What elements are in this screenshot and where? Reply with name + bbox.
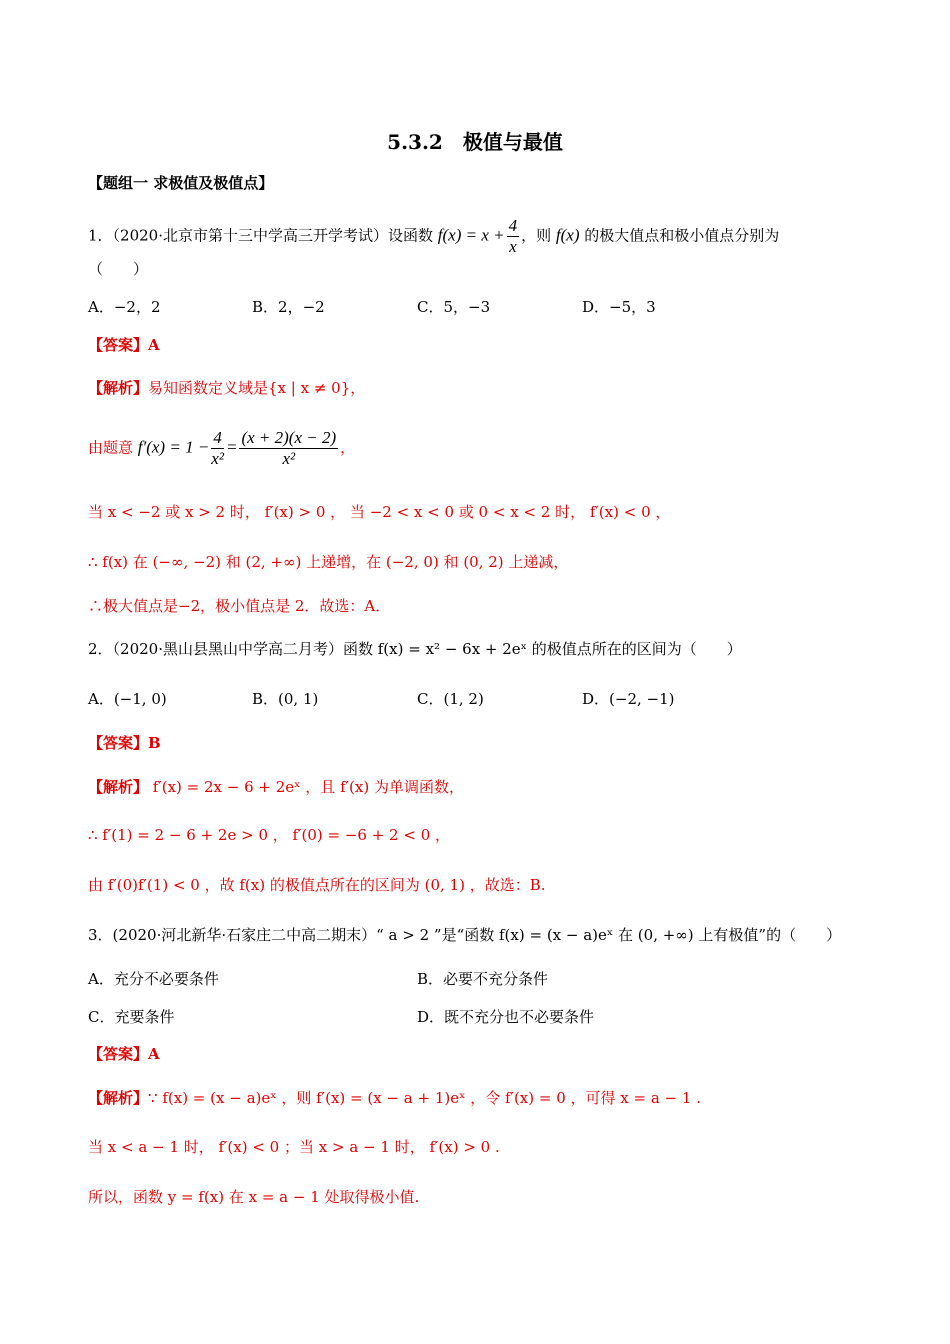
question-2-option-b: B．(0, 1)	[252, 690, 319, 708]
question-1-answer: 【答案】A	[88, 336, 160, 354]
question-2-solution-3: 由 f′(0)f′(1) < 0 ，故 f(x) 的极值点所在的区间为 (0, 1) ，故选：B.	[88, 876, 546, 894]
question-1-option-d: D．−5，3	[582, 298, 656, 316]
question-3-stem: 3．(2020·河北新华·石家庄二中高二期末）“ a > 2 ”是“函数 f(x) = (x − a)eˣ 在 (0, +∞) 上有极值”的（ ）	[88, 926, 842, 944]
question-2-option-c: C．(1, 2)	[417, 690, 484, 708]
question-2-option-a: A．(−1, 0)	[88, 690, 167, 708]
question-1-derivative-fraction-2	[239, 428, 338, 469]
fraction-2-den: x²	[282, 449, 296, 468]
question-1-stem-c: 的极大值点和极小值点分别为	[579, 226, 780, 245]
solution-label: 【解析】	[88, 379, 149, 397]
question-3-option-b: B．必要不充分条件	[417, 970, 549, 988]
question-1-solution-5: ∴极大值点是−2，极小值点是 2．故选：A．	[88, 597, 391, 615]
question-1-stem-b: ，则	[521, 226, 556, 245]
question-1-derivative: f′(x) = 1 −	[137, 437, 210, 457]
question-1-solution-2-end: ，	[340, 438, 356, 457]
question-1-paren: （ ）	[88, 260, 149, 278]
question-3-option-d: D．既不充分也不必要条件	[417, 1008, 595, 1026]
question-2-solution-1	[88, 776, 464, 798]
section-heading: 【题组一 求极值及极值点】	[88, 174, 274, 192]
question-1-solution-4: ∴ f(x) 在 (−∞, −2) 和 (2, +∞) 上递增，在 (−2, 0) 和 (0, 2) 上递减，	[88, 553, 569, 571]
question-1-derivative-fraction-1	[211, 428, 224, 469]
question-1-solution-2-a: 由题意	[88, 438, 138, 457]
question-1-fraction-den: x	[509, 237, 517, 256]
question-3-option-c: C．充要条件	[88, 1008, 175, 1026]
question-1-solution-1-text: 易知函数定义域是{x | x ≠ 0}，	[148, 379, 366, 397]
fraction-2-num: (x + 2)(x − 2)	[241, 428, 337, 447]
question-1-fraction-num: 4	[508, 216, 518, 235]
question-3-solution-1	[88, 1087, 701, 1109]
page-title: 5.3.2 极值与最值	[387, 130, 563, 154]
equals-sign: =	[225, 437, 238, 457]
question-1-fx: f(x)	[555, 225, 580, 245]
question-1-stem-a: 1．（2020·北京市第十三中学高三开学考试）设函数	[88, 226, 438, 245]
fraction-1-num: 4	[211, 428, 224, 449]
question-1-solution-2	[88, 428, 355, 469]
question-3-solution-3: 所以，函数 y = f(x) 在 x = a − 1 处取得极小值.	[88, 1188, 420, 1206]
fraction-1-den: x²	[211, 449, 224, 468]
question-1-option-c: C．5，−3	[417, 298, 491, 316]
question-1-fraction	[507, 216, 520, 257]
question-1-function: f(x) = x +	[437, 225, 505, 245]
question-3-answer: 【答案】A	[88, 1045, 160, 1063]
question-2-solution-1-text: f′(x) = 2x − 6 + 2eˣ ，且 f′(x) 为单调函数，	[148, 778, 464, 796]
question-3-solution-2: 当 x < a − 1 时， f′(x) < 0 ；当 x > a − 1 时， f′(x) > 0 .	[88, 1138, 500, 1156]
question-2-solution-2: ∴ f′(1) = 2 − 6 + 2e > 0 ， f′(0) = −6 + 2 < 0 ，	[88, 826, 451, 844]
question-2-option-d: D．(−2, −1)	[582, 690, 675, 708]
solution-label: 【解析】	[88, 778, 149, 796]
question-1-option-a: A．−2，2	[88, 298, 161, 316]
question-1-solution-3: 当 x < −2 或 x > 2 时， f′(x) > 0 ， 当 −2 < x < 0 或 0 < x < 2 时， f′(x) < 0 ，	[88, 503, 671, 521]
question-3-solution-1-text: ∵ f(x) = (x − a)eˣ ，则 f′(x) = (x − a + 1)eˣ ，令 f′(x) = 0 ，可得 x = a − 1 .	[148, 1089, 701, 1107]
solution-label: 【解析】	[88, 1089, 149, 1107]
question-1-solution-1	[88, 377, 365, 399]
question-1-stem	[88, 216, 779, 257]
question-1-option-b: B．2，−2	[252, 298, 325, 316]
question-3-option-a: A．充分不必要条件	[88, 970, 219, 988]
question-2-stem: 2．（2020·黑山县黑山中学高二月考）函数 f(x) = x² − 6x + 2eˣ 的极值点所在的区间为（ ）	[88, 640, 742, 658]
question-2-answer: 【答案】B	[88, 734, 161, 752]
